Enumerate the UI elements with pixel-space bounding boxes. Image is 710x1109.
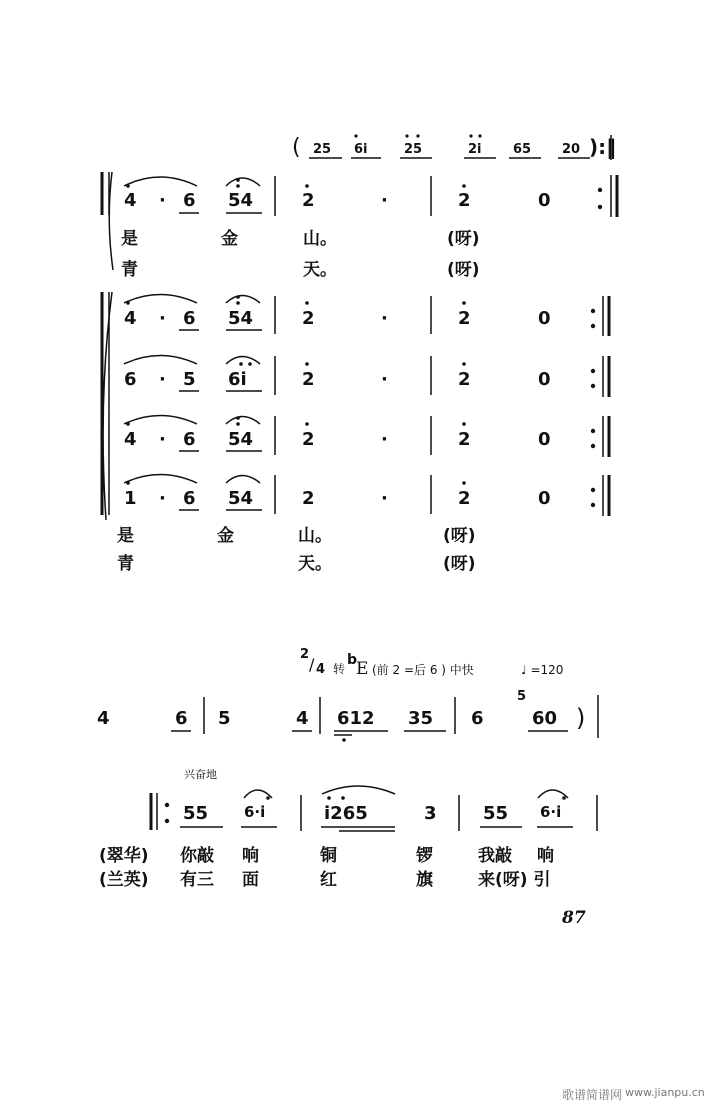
lyric-word: 青 (117, 554, 134, 574)
note: 0 (538, 190, 551, 211)
part-label-lanying: (兰英) (99, 870, 149, 890)
dot: · (381, 190, 388, 211)
intro-group-1: 25 (313, 142, 332, 157)
note: 2 (458, 308, 471, 329)
lyric-word: 红 (320, 870, 337, 890)
dot: · (159, 429, 166, 450)
note: 6 (124, 369, 137, 390)
note: 2 (302, 488, 315, 509)
lyric-word: (呀) (443, 526, 476, 546)
lyric-word: 青 (121, 260, 138, 280)
note: 1 (124, 488, 137, 509)
note: 2 (302, 429, 315, 450)
note-pair: 55 (483, 803, 509, 824)
note: 5 (183, 369, 196, 390)
lyric-word: 旗 (416, 870, 433, 890)
note-group: 35 (408, 708, 434, 729)
lyric-word: 是 (117, 526, 134, 546)
note: 0 (538, 308, 551, 329)
lyric-word: 金 (221, 229, 238, 249)
dot: · (159, 308, 166, 329)
note: 4 (124, 429, 137, 450)
meter-bottom: 4 (316, 662, 326, 677)
lyric-word: 铜 (320, 846, 337, 866)
note-group: i265 (324, 803, 368, 824)
key-change-text: 转 (333, 662, 346, 676)
watermark-url: www.jianpu.cn (625, 1086, 705, 1099)
note: 4 (124, 308, 137, 329)
note: 0 (538, 369, 551, 390)
dot: · (381, 308, 388, 329)
lyric-word: 天。 (298, 554, 332, 574)
note: 4 (296, 708, 309, 729)
slurs (124, 177, 568, 798)
note: 2 (458, 369, 471, 390)
expression-mark: 兴奋地 (184, 768, 217, 781)
dot: · (159, 488, 166, 509)
note: 6 (471, 708, 484, 729)
lyric-word: 响 (242, 846, 259, 866)
note: 3 (424, 803, 437, 824)
intro-group-5: 65 (513, 142, 532, 157)
dot: · (159, 369, 166, 390)
lyric-word: 锣 (416, 846, 433, 866)
note: 6 (183, 308, 196, 329)
watermark-text: 歌谱简谱网 (562, 1088, 623, 1102)
note: 0 (538, 488, 551, 509)
lyric-word: 我敲 (478, 846, 512, 866)
note: 0 (538, 429, 551, 450)
intro-group-3: 25 (404, 142, 423, 157)
note-group: 612 (337, 708, 375, 729)
bar-lines (102, 135, 617, 831)
lyric-word: 金 (217, 526, 234, 546)
note: 2 (302, 308, 315, 329)
meter-slash: / (309, 655, 315, 674)
close-paren: ) (576, 704, 586, 732)
octave-dots (126, 134, 566, 799)
lyric-word: 来(呀) 引 (478, 870, 551, 890)
dot: · (381, 429, 388, 450)
lyric-word: 山。 (303, 229, 337, 249)
note: 6 (183, 429, 196, 450)
note-pair: 55 (183, 803, 209, 824)
intro-group-6: 20 (562, 142, 581, 157)
intro-group-2: 6i (354, 142, 368, 157)
note-group: 6·i (244, 803, 266, 821)
note-pair: 54 (228, 488, 254, 509)
note-pair: 6i (228, 369, 247, 390)
note: 6 (183, 190, 196, 211)
intro-close-repeat: ):‖ (589, 135, 617, 159)
note-pair: 54 (228, 429, 254, 450)
note: 2 (458, 429, 471, 450)
brace (103, 172, 113, 520)
note: 2 (458, 190, 471, 211)
lyric-word: 你敲 (180, 846, 214, 866)
grace-note: 5 (517, 689, 527, 704)
key-change-detail: (前 2 =后 6 ) 中快 (372, 663, 474, 677)
note: 2 (458, 488, 471, 509)
note: 2 (302, 190, 315, 211)
lyric-word: 山。 (298, 526, 332, 546)
note-pair: 54 (228, 190, 254, 211)
repeat-dots (165, 188, 602, 823)
flat-sign: b (347, 652, 358, 668)
lyric-word: 是 (121, 229, 138, 249)
lyric-word: (呀) (447, 260, 480, 280)
intro-open-paren: ( (292, 135, 301, 160)
lyric-word: (呀) (443, 554, 476, 574)
note: 6 (175, 708, 188, 729)
part-label-cuihua: (翠华) (99, 846, 149, 866)
note-pair: 54 (228, 308, 254, 329)
note-group: 6·i (540, 803, 562, 821)
note: 6 (183, 488, 196, 509)
lyric-word: 面 (242, 870, 259, 890)
note: 4 (124, 190, 137, 211)
note: 5 (218, 708, 231, 729)
lyric-word: (呀) (447, 229, 480, 249)
meter-top: 2 (300, 647, 310, 662)
dot: · (381, 488, 388, 509)
beams (171, 158, 590, 831)
dot: · (159, 190, 166, 211)
note: 4 (97, 708, 110, 729)
page-number: 87 (562, 908, 586, 928)
tempo-mark: ♩ =120 (521, 663, 564, 677)
note-group: 60 (532, 708, 558, 729)
intro-group-4: 2i (468, 142, 482, 157)
key-letter: E (356, 659, 369, 679)
lyric-word: 响 (537, 846, 554, 866)
note: 2 (302, 369, 315, 390)
lyric-word: 有三 (180, 870, 214, 890)
dot: · (381, 369, 388, 390)
lyric-word: 天。 (303, 260, 337, 280)
